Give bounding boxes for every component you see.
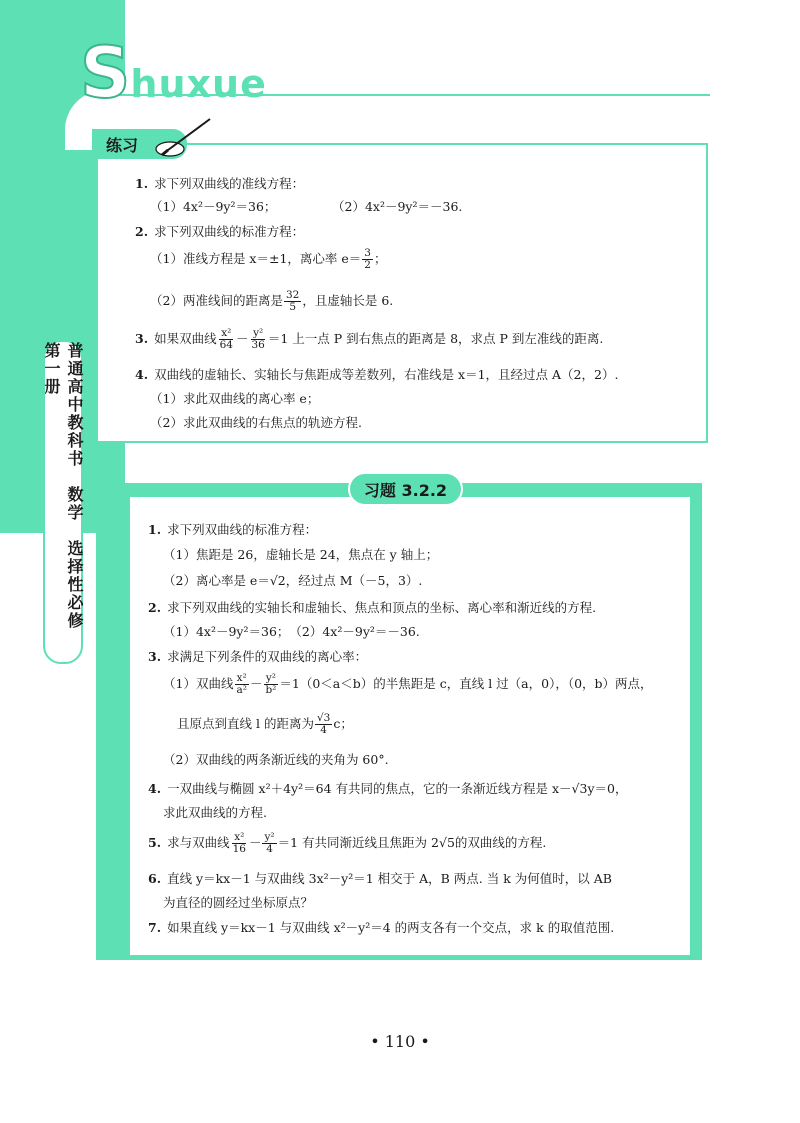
exercise-q2-parts: （1）4x²－9y²＝36； （2）4x²－9y²＝－36. [163,624,420,639]
page-number: • 110 • [370,1032,430,1051]
book-title-vertical [43,340,83,664]
fraction: $\frac{3}{2}$ [364,247,371,272]
fraction: $\frac{\text{x²}}{64}$ [219,327,233,352]
practice-q4: 4. 双曲线的虚轴长、实轴长与焦距成等差数列，右准线是 x＝1，且经过点 A（2，2）. [135,367,619,382]
practice-q1: 1. 求下列双曲线的准线方程： [135,176,305,191]
exercise-q1-part1: （1）焦距是 26，虚轴长是 24，焦点在 y 轴上； [163,547,439,562]
practice-q4-part2: （2）求此双曲线的右焦点的轨迹方程. [150,415,362,430]
fraction: $\frac{\text{y²}}{4}$ [264,831,275,856]
logo [80,32,267,114]
exercise-q6: 6. 直线 y＝kx－1 与双曲线 3x²－y²＝1 相交于 A，B 两点. 当 k 为何值时，以 AB [148,871,612,886]
fraction: $\frac{√3}{4}$ [316,712,331,737]
exercise-q3-part1-cont: 且原点到直线 l 的距离为 $\frac{√3}{4}$ c； [177,712,353,737]
fraction: $\frac{32}{5}$ [285,289,300,314]
practice-q1-part2: （2）4x²－9y²＝－36. [332,199,463,214]
fraction: $\frac{\text{y²}}{36}$ [251,327,265,352]
exercise-q5: 5. 求与双曲线 $\frac{\text{x²}}{16}$ － $\frac{\text{y²}}{4}$ ＝1 有共同渐近线且焦距为 2√5的双曲线的方程. [148,831,547,856]
practice-q4-part1: （1）求此双曲线的离心率 e； [150,391,320,406]
practice-label: 练习 [106,135,139,155]
exercise-q3-part1: （1）双曲线 $\frac{\text{x²}}{\text{a²}}$ － $\frac{\text{y²}}{\text{b²}}$ ＝1（0＜a＜b）的半焦距是 c，直线 l 过（a，0），（0，b）两点， [163,672,653,697]
exercise-q3-part2: （2）双曲线的两条渐近线的夹角为 60°. [163,752,389,767]
exercise-label: 习题 3.2.2 [363,480,448,500]
practice-q2-part2: （2）两准线间的距离是 $\frac{32}{5}$ ，且虚轴长是 6. [150,289,394,314]
exercise-q1: 1. 求下列双曲线的标准方程： [148,522,318,537]
practice-q2-part1: （1）准线方程是 x＝±1，离心率 e＝ $\frac{3}{2}$ ； [150,247,387,272]
logo-text: huxue [130,62,267,106]
exercise-q7: 7. 如果直线 y＝kx－1 与双曲线 x²－y²＝4 的两支各有一个交点，求 k 的取值范围. [148,920,615,935]
exercise-q2: 2. 求下列双曲线的实轴长和虚轴长、焦点和顶点的坐标、离心率和渐近线的方程. [148,600,597,615]
pen-icon [140,115,215,160]
exercise-q4-cont: 求此双曲线的方程. [163,805,267,820]
exercise-q1-part2: （2）离心率是 e＝√2，经过点 M（－5，3）. [163,573,423,588]
practice-q2: 2. 求下列双曲线的标准方程： [135,224,305,239]
book-title-text: 普通高中教科书 数学 选择性必修 第一册 [42,342,84,648]
practice-q1-part1: （1）4x²－9y²＝36； [150,199,277,214]
fraction: $\frac{\text{x²}}{\text{a²}}$ [236,672,247,697]
exercise-q6-cont: 为直径的圆经过坐标原点？ [163,895,314,910]
fraction: $\frac{\text{x²}}{16}$ [232,831,246,856]
exercise-tab [348,472,463,506]
fraction: $\frac{\text{y²}}{\text{b²}}$ [265,672,277,697]
practice-q3: 3. 如果双曲线 $\frac{\text{x²}}{64}$ － $\frac{\text{y²}}{36}$ ＝1 上一点 P 到右焦点的距离是 8，求点 P 到左准线的距离. [135,327,604,352]
logo-initial: S [80,32,131,114]
exercise-q3: 3. 求满足下列条件的双曲线的离心率： [148,649,368,664]
exercise-q4: 4. 一双曲线与椭圆 x²＋4y²＝64 有共同的焦点，它的一条渐近线方程是 x－√3y＝0， [148,781,628,796]
